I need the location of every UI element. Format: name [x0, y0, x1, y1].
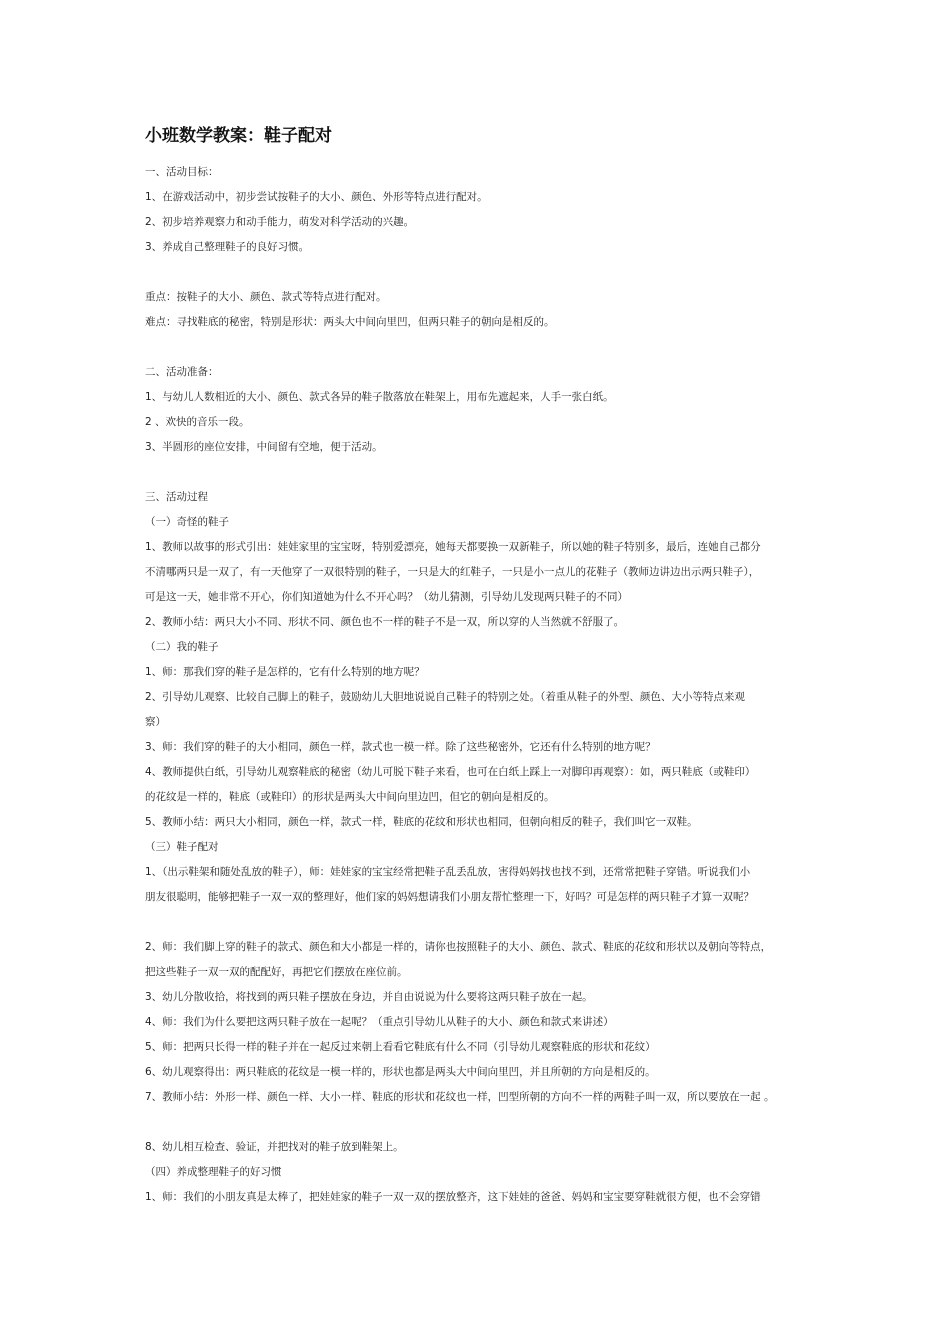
text-line: 1、教师以故事的形式引出：娃娃家里的宝宝呀，特别爱漂亮，她每天都要换一双新鞋子，所以她的鞋子特别多，最后，连她自己都分: [145, 541, 761, 553]
text-line: （一）奇怪的鞋子: [145, 516, 229, 528]
text-line: 重点：按鞋子的大小、颜色、款式等特点进行配对。: [145, 291, 387, 303]
text-line: 2、初步培养观察力和动手能力，萌发对科学活动的兴趣。: [145, 216, 415, 228]
text-line: 3、师：我们穿的鞋子的大小相同，颜色一样，款式也一模一样。除了这些秘密外，它还有什么特别的地方呢？: [145, 741, 656, 753]
text-line: 3、养成自己整理鞋子的良好习惯。: [145, 241, 310, 253]
blank-line: [145, 335, 825, 360]
document-title: 小班数学教案：鞋子配对: [145, 126, 332, 146]
document-body: [145, 160, 825, 1210]
text-line: 一、活动目标：: [145, 166, 219, 178]
text-line: 2、师：我们脚上穿的鞋子的款式、颜色和大小都是一样的，请你也按照鞋子的大小、颜色、款式、鞋底的花纹和形状以及朝向等特点，: [145, 941, 772, 953]
text-line: 1、（出示鞋架和随处乱放的鞋子），师：娃娃家的宝宝经常把鞋子乱丢乱放，害得妈妈找也找不到，还常常把鞋子穿错。听说我们小: [145, 866, 751, 878]
text-line: 3、半圆形的座位安排，中间留有空地，便于活动。: [145, 441, 383, 453]
text-line: 2、引导幼儿观察、比较自己脚上的鞋子，鼓励幼儿大胆地说说自己鞋子的特别之处。（着重从鞋子的外型、颜色、大小等特点来观: [145, 691, 745, 703]
text-line: （三）鞋子配对: [145, 841, 219, 853]
text-line: 4、师：我们为什么要把这两只鞋子放在一起呢？（重点引导幼儿从鞋子的大小、颜色和款式来讲述）: [145, 1016, 614, 1028]
text-line: 三、活动过程: [145, 491, 208, 503]
text-line: 8、幼儿相互检查、验证，并把找对的鞋子放到鞋架上。: [145, 1141, 404, 1153]
text-line: 2、教师小结：两只大小不同、形状不同、颜色也不一样的鞋子不是一双，所以穿的人当然就不舒服了。: [145, 616, 625, 628]
text-line: 3、幼儿分散收拾，将找到的两只鞋子摆放在身边，并自由说说为什么要将这两只鞋子放在一起。: [145, 991, 593, 1003]
text-line: 7、教师小结：外形一样、颜色一样、大小一样、鞋底的形状和花纹也一样，凹型所朝的方向不一样的两鞋子叫一双，所以要放在一起 。: [145, 1091, 775, 1103]
text-line: （四）养成整理鞋子的好习惯: [145, 1166, 282, 1178]
text-line: 把这些鞋子一双一双的配配好，再把它们摆放在座位前。: [145, 966, 408, 978]
text-line: 4、教师提供白纸，引导幼儿观察鞋底的秘密（幼儿可脱下鞋子来看，也可在白纸上踩上一对脚印再观察）：如，两只鞋底（或鞋印）: [145, 766, 756, 778]
blank-line: [145, 910, 825, 935]
text-line: 难点：寻找鞋底的秘密，特别是形状：两头大中间向里凹，但两只鞋子的朝向是相反的。: [145, 316, 555, 328]
text-line: 察）: [145, 716, 166, 728]
blank-line: [145, 1110, 825, 1135]
blank-line: [145, 260, 825, 285]
text-line: 二、活动准备：: [145, 366, 219, 378]
text-line: 1、师：我们的小朋友真是太棒了，把娃娃家的鞋子一双一双的摆放整齐，这下娃娃的爸爸、妈妈和宝宝要穿鞋就很方便，也不会穿错: [145, 1191, 761, 1203]
text-line: 朋友很聪明，能够把鞋子一双一双的整理好，他们家的妈妈想请我们小朋友帮忙整理一下，好吗？可是怎样的两只鞋子才算一双呢？: [145, 891, 754, 903]
text-line: 可是这一天，她非常不开心，你们知道她为什么不开心吗？（幼儿猜测，引导幼儿发现两只鞋子的不同）: [145, 591, 628, 603]
text-line: 不清哪两只是一双了，有一天他穿了一双很特别的鞋子，一只是大的红鞋子，一只是小一点儿的花鞋子（教师边讲边出示两只鞋子），: [145, 566, 760, 578]
blank-line: [145, 460, 825, 485]
text-line: （二）我的鞋子: [145, 641, 219, 653]
text-line: 1、在游戏活动中，初步尝试按鞋子的大小、颜色、外形等特点进行配对。: [145, 191, 488, 203]
text-line: 1、与幼儿人数相近的大小、颜色、款式各异的鞋子散落放在鞋架上，用布先遮起来，人手一张白纸。: [145, 391, 614, 403]
text-line: 2 、欢快的音乐一段。: [145, 416, 250, 428]
text-line: 1、师：那我们穿的鞋子是怎样的，它有什么特别的地方呢？: [145, 666, 425, 678]
text-line: 5、师：把两只长得一样的鞋子并在一起反过来朝上看看它鞋底有什么不同（引导幼儿观察鞋底的形状和花纹）: [145, 1041, 656, 1053]
text-line: 6、幼儿观察得出：两只鞋底的花纹是一模一样的，形状也都是两头大中间向里凹，并且所朝的方向是相反的。: [145, 1066, 656, 1078]
text-line: 5、教师小结：两只大小相同，颜色一样，款式一样，鞋底的花纹和形状也相同，但朝向相反的鞋子，我们叫它一双鞋。: [145, 816, 698, 828]
text-line: 的花纹是一样的，鞋底（或鞋印）的形状是两头大中间向里边凹，但它的朝向是相反的。: [145, 791, 555, 803]
